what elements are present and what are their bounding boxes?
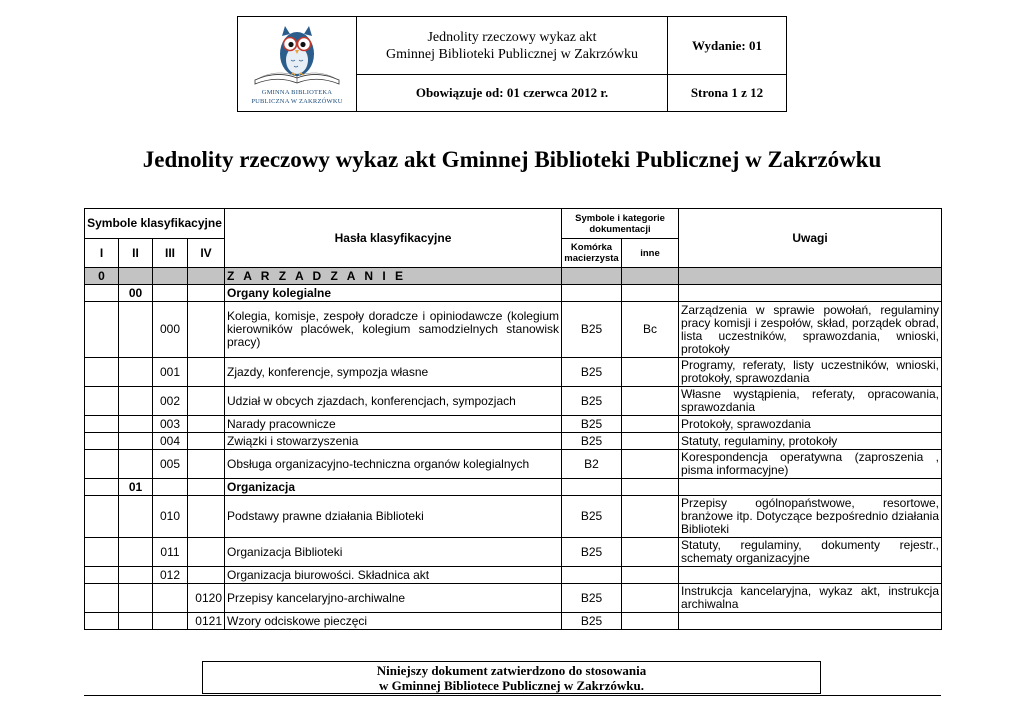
cell-III [153,268,188,285]
cell-III: 012 [153,567,188,584]
cell-II [119,538,153,567]
table-row [85,496,942,538]
cell-entry: Organizacja biurowości. Składnica akt [225,567,562,584]
cell-entry: Narady pracownicze [225,416,562,433]
cell-notes: Programy, referaty, listy uczestników, wnioski, protokoły, sprawozdania [679,358,942,387]
cell-II [119,433,153,450]
cell-III: 000 [153,302,188,358]
cell-I [85,285,119,302]
table-row [85,584,942,613]
cell-II [119,387,153,416]
cell-notes [679,285,942,302]
cell-II [119,358,153,387]
cell-IV [188,302,225,358]
cell-category: B25 [562,358,622,387]
cell-II [119,496,153,538]
cell-notes: Zarządzenia w sprawie powołań, regulaminy pracy komisji i zespołów, skład, porządek obrad, lista uczestników, sprawozdania, wnioski, protokoły [679,302,942,358]
cell-III [153,285,188,302]
cell-III: 001 [153,358,188,387]
table-row [85,416,942,433]
cell-III: 003 [153,416,188,433]
cell-III: 002 [153,387,188,416]
cell-entry: Związki i stowarzyszenia [225,433,562,450]
approval-note-line1: Niniejszy dokument zatwierdzono do stosowania [376,663,647,678]
cell-entry: Wzory odciskowe pieczęci [225,613,562,630]
table-row [85,479,942,496]
cell-IV: 0121 [188,613,225,630]
cell-other [622,358,679,387]
cell-category: B25 [562,538,622,567]
cell-other [622,479,679,496]
cell-other [622,285,679,302]
classification-table [84,208,942,630]
approval-note-line2: w Gminnej Bibliotece Publicznej w Zakrzówku. [378,678,645,693]
cell-IV [188,285,225,302]
cell-category: B25 [562,387,622,416]
table-row [85,450,942,479]
header-entries: Hasła klasyfikacyjne [225,209,562,268]
cell-other [622,416,679,433]
cell-entry: Kolegia, komisje, zespoły doradcze i opiniodawcze (kolegium kierowników placówek, kolegium samodzielnych stanowisk pracy) [225,302,562,358]
cell-III: 010 [153,496,188,538]
owl-book-icon [247,22,347,88]
cell-other: Bc [622,302,679,358]
table-row [85,613,942,630]
edition-label: Wydanie: 01 [668,17,787,75]
cell-entry: Zjazdy, konferencje, sympozja własne [225,358,562,387]
cell-IV [188,387,225,416]
cell-II [119,567,153,584]
table-row [85,538,942,567]
cell-other [622,496,679,538]
library-logo [238,17,357,112]
cell-category [562,285,622,302]
header-col-III: III [153,239,188,268]
logo-text-line2: PUBLICZNA W ZAKRZÓWKU [251,98,343,105]
cell-notes [679,567,942,584]
header-home-unit: Komórka macierzysta [562,239,622,268]
table-row [85,268,942,285]
cell-other [622,613,679,630]
cell-IV [188,358,225,387]
cell-I [85,358,119,387]
cell-notes: Statuty, regulaminy, dokumenty rejestr., schematy organizacyjne [679,538,942,567]
cell-I [85,538,119,567]
cell-other [622,450,679,479]
cell-II: 00 [119,285,153,302]
cell-entry: Organizacja [225,479,562,496]
cell-notes: Statuty, regulaminy, protokoły [679,433,942,450]
cell-category: B25 [562,496,622,538]
cell-III [153,584,188,613]
cell-I [85,387,119,416]
cell-other [622,387,679,416]
footer-divider [84,695,941,696]
cell-category [562,567,622,584]
cell-I [85,416,119,433]
cell-II: 01 [119,479,153,496]
header-categories: Symbole i kategorie dokumentacji [562,209,679,239]
cell-IV [188,268,225,285]
cell-entry: Udział w obcych zjazdach, konferencjach, sympozjach [225,387,562,416]
cell-category: B25 [562,584,622,613]
cell-category [562,479,622,496]
cell-entry: Z A R Z A D Z A N I E [225,268,562,285]
cell-category: B25 [562,416,622,433]
header-col-I: I [85,239,119,268]
cell-entry: Organizacja Biblioteki [225,538,562,567]
cell-notes [679,268,942,285]
cell-II [119,613,153,630]
cell-III [153,613,188,630]
table-row [85,567,942,584]
cell-notes [679,479,942,496]
cell-II [119,268,153,285]
table-row [85,285,942,302]
cell-other [622,584,679,613]
cell-IV [188,416,225,433]
cell-notes: Korespondencja operatywna (zaproszenia , pisma informacyjne) [679,450,942,479]
cell-notes: Własne wystąpienia, referaty, opracowania, sprawozdania [679,387,942,416]
cell-I [85,496,119,538]
header-col-IV: IV [188,239,225,268]
cell-other [622,538,679,567]
cell-IV [188,538,225,567]
cell-IV: 0120 [188,584,225,613]
cell-entry: Podstawy prawne działania Biblioteki [225,496,562,538]
header-doc-title-line1: Jednolity rzeczowy wykaz akt [427,29,597,45]
header-symbols: Symbole klasyfikacyjne [85,209,225,239]
header-doc-title-line2: Gminnej Biblioteki Publicznej w Zakrzówku [386,46,638,62]
logo-text-line1: GMINNA BIBLIOTEKA [261,89,333,96]
cell-other [622,433,679,450]
cell-IV [188,450,225,479]
header-notes: Uwagi [679,209,942,268]
approval-note [202,661,821,694]
valid-from-label: Obowiązuje od: 01 czerwca 2012 r. [357,75,668,112]
cell-I [85,450,119,479]
cell-notes: Protokoły, sprawozdania [679,416,942,433]
cell-entry: Przepisy kancelaryjno-archiwalne [225,584,562,613]
page-number: Strona 1 z 12 [668,75,787,112]
cell-notes [679,613,942,630]
cell-notes: Instrukcja kancelaryjna, wykaz akt, instrukcja archiwalna [679,584,942,613]
cell-III [153,479,188,496]
table-row [85,358,942,387]
cell-II [119,302,153,358]
cell-IV [188,567,225,584]
cell-notes: Przepisy ogólnopaństwowe, resortowe, branżowe itp. Dotyczące bezpośrednio działania Biblioteki [679,496,942,538]
header-doc-title [357,17,668,75]
cell-II [119,416,153,433]
table-row [85,387,942,416]
cell-I [85,567,119,584]
table-row [85,433,942,450]
cell-category: B2 [562,450,622,479]
cell-entry: Organy kolegialne [225,285,562,302]
cell-I: 0 [85,268,119,285]
cell-category: B25 [562,302,622,358]
cell-I [85,302,119,358]
page-title: Jednolity rzeczowy wykaz akt Gminnej Biblioteki Publicznej w Zakrzówku [142,147,882,172]
cell-IV [188,479,225,496]
cell-other [622,567,679,584]
header-col-II: II [119,239,153,268]
cell-I [85,613,119,630]
cell-other [622,268,679,285]
cell-III: 011 [153,538,188,567]
cell-I [85,433,119,450]
cell-category [562,268,622,285]
document-header [237,16,787,112]
cell-I [85,479,119,496]
cell-category: B25 [562,433,622,450]
cell-IV [188,496,225,538]
cell-III: 004 [153,433,188,450]
cell-entry: Obsługa organizacyjno-techniczna organów kolegialnych [225,450,562,479]
table-row [85,302,942,358]
cell-IV [188,433,225,450]
cell-II [119,450,153,479]
header-other: inne [622,239,679,268]
cell-I [85,584,119,613]
cell-II [119,584,153,613]
cell-III: 005 [153,450,188,479]
cell-category: B25 [562,613,622,630]
